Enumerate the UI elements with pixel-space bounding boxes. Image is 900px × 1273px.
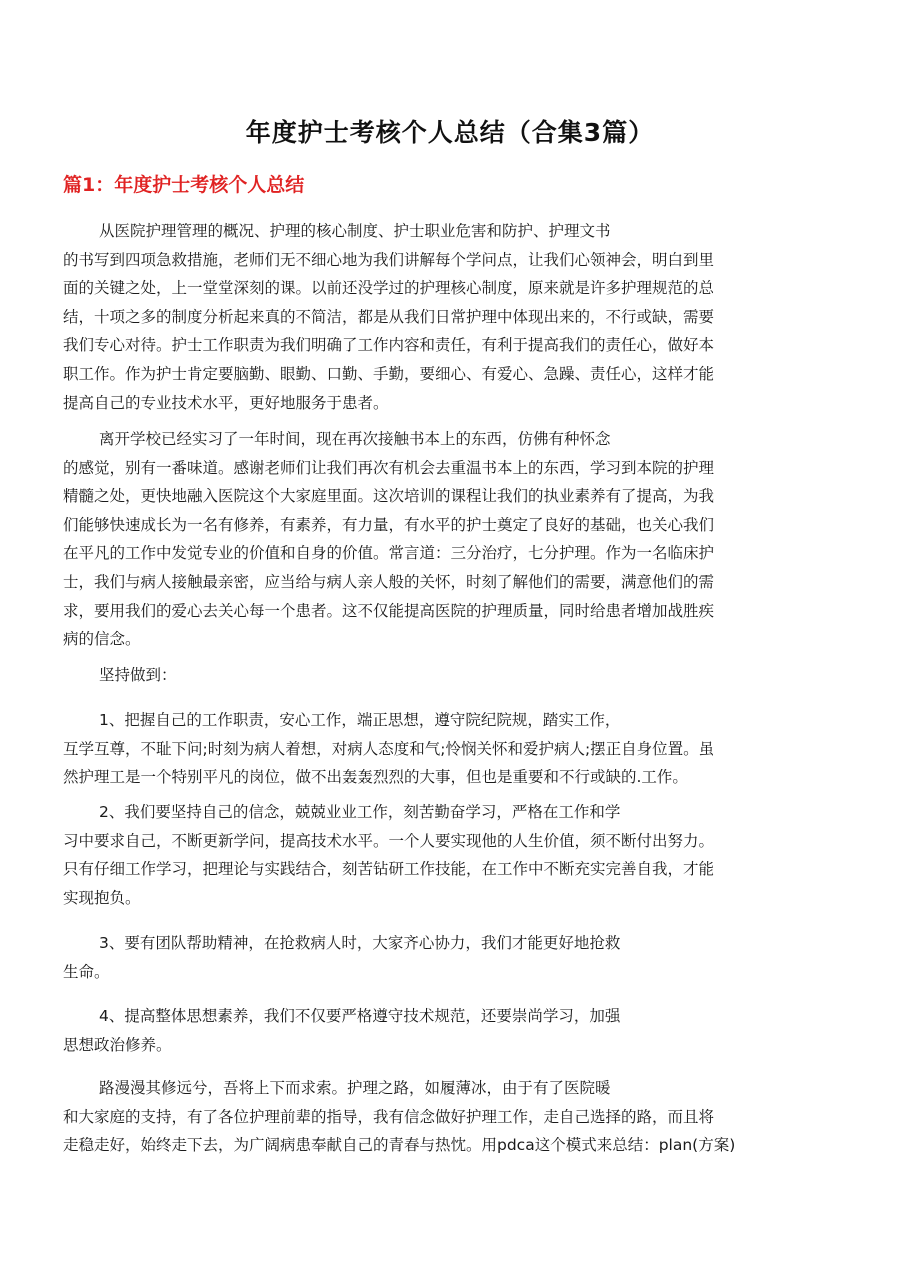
paragraph-line: 思想政治修养。 bbox=[63, 1035, 172, 1054]
paragraph-line: 在平凡的工作中发觉专业的价值和自身的价值。常言道：三分治疗，七分护理。作为一名临床护 bbox=[63, 544, 715, 563]
paragraph bbox=[63, 661, 833, 690]
paragraph-line: 病的信念。 bbox=[63, 630, 141, 649]
paragraph-line: 路漫漫其修远兮，吾将上下而求索。护理之路，如履薄冰，由于有了医院暖 bbox=[99, 1079, 611, 1097]
paragraph bbox=[63, 1074, 833, 1160]
paragraph-line: 坚持做到： bbox=[99, 666, 177, 684]
paragraph bbox=[63, 1002, 833, 1059]
paragraph-line: 的感觉，别有一番味道。感谢老师们让我们再次有机会去重温书本上的东西，学习到本院的护理 bbox=[63, 458, 715, 477]
paragraph-line: 从医院护理管理的概况、护理的核心制度、护士职业危害和防护、护理文书 bbox=[99, 222, 611, 240]
paragraph-line: 们能够快速成长为一名有修养，有素养，有力量，有水平的护士奠定了良好的基础，也关心我们 bbox=[63, 515, 715, 534]
paragraph-line: 4、提高整体思想素养，我们不仅要严格遵守技术规范，还要崇尚学习，加强 bbox=[99, 1007, 621, 1025]
paragraph-line: 3、要有团队帮助精神，在抢救病人时，大家齐心协力，我们才能更好地抢救 bbox=[99, 934, 621, 952]
paragraph-line: 面的关键之处，上一堂堂深刻的课。以前还没学过的护理核心制度，原来就是许多护理规范的总 bbox=[63, 279, 715, 298]
paragraph-line: 1、把握自己的工作职责，安心工作，端正思想，遵守院纪院规，踏实工作， bbox=[99, 711, 621, 729]
paragraph bbox=[63, 929, 833, 986]
paragraph-line: 走稳走好，始终走下去，为广阔病患奉献自己的青春与热忱。用pdca这个模式来总结：plan(方案) bbox=[63, 1136, 736, 1155]
paragraph bbox=[63, 425, 833, 654]
paragraph-line: 习中要求自己，不断更新学问，提高技术水平。一个人要实现他的人生价值，须不断付出努力。 bbox=[63, 831, 715, 850]
paragraph bbox=[63, 706, 833, 792]
paragraph-line: 实现抱负。 bbox=[63, 888, 141, 907]
paragraph-line: 的书写到四项急救措施，老师们无不细心地为我们讲解每个学问点，让我们心领神会，明白到里 bbox=[63, 250, 715, 269]
paragraph-line: 离开学校已经实习了一年时间，现在再次接触书本上的东西，仿佛有种怀念 bbox=[99, 430, 611, 448]
document-title: 年度护士考核个人总结（合集3篇） bbox=[245, 118, 655, 147]
paragraph-line: 互学互尊，不耻下问;时刻为病人着想，对病人态度和气;怜悯关怀和爱护病人;摆正自身位置。虽 bbox=[63, 739, 715, 758]
paragraph-line: 只有仔细工作学习，把理论与实践结合，刻苦钻研工作技能，在工作中不断充实完善自我，才能 bbox=[63, 860, 715, 879]
paragraph-line: 生命。 bbox=[63, 962, 110, 981]
paragraph-line: 提高自己的专业技术水平，更好地服务于患者。 bbox=[63, 393, 389, 412]
paragraph bbox=[63, 798, 833, 912]
section-heading: 篇1：年度护士考核个人总结 bbox=[63, 174, 305, 196]
paragraph-line: 精髓之处，更快地融入医院这个大家庭里面。这次培训的课程让我们的执业素养有了提高，为我 bbox=[63, 487, 715, 506]
paragraph-line: 求，要用我们的爱心去关心每一个患者。这不仅能提高医院的护理质量，同时给患者增加战胜疾 bbox=[63, 601, 715, 620]
paragraph-line: 结，十项之多的制度分析起来真的不简洁，都是从我们日常护理中体现出来的，不行或缺，需要 bbox=[63, 307, 715, 326]
paragraph bbox=[63, 217, 833, 417]
paragraph-line: 职工作。作为护士肯定要脑勤、眼勤、口勤、手勤，要细心、有爱心、急躁、责任心，这样才能 bbox=[63, 364, 715, 383]
paragraph-line: 士，我们与病人接触最亲密，应当给与病人亲人般的关怀，时刻了解他们的需要，满意他们的需 bbox=[63, 572, 715, 591]
paragraph-line: 然护理工是一个特别平凡的岗位，做不出轰轰烈烈的大事，但也是重要和不行或缺的.工作。 bbox=[63, 768, 688, 787]
paragraph-line: 和大家庭的支持，有了各位护理前辈的指导，我有信念做好护理工作，走自己选择的路，而且将 bbox=[63, 1107, 715, 1126]
paragraph-line: 2、我们要坚持自己的信念，兢兢业业工作，刻苦勤奋学习，严格在工作和学 bbox=[99, 803, 621, 821]
paragraph-line: 我们专心对待。护士工作职责为我们明确了工作内容和责任，有利于提高我们的责任心，做好本 bbox=[63, 336, 715, 355]
